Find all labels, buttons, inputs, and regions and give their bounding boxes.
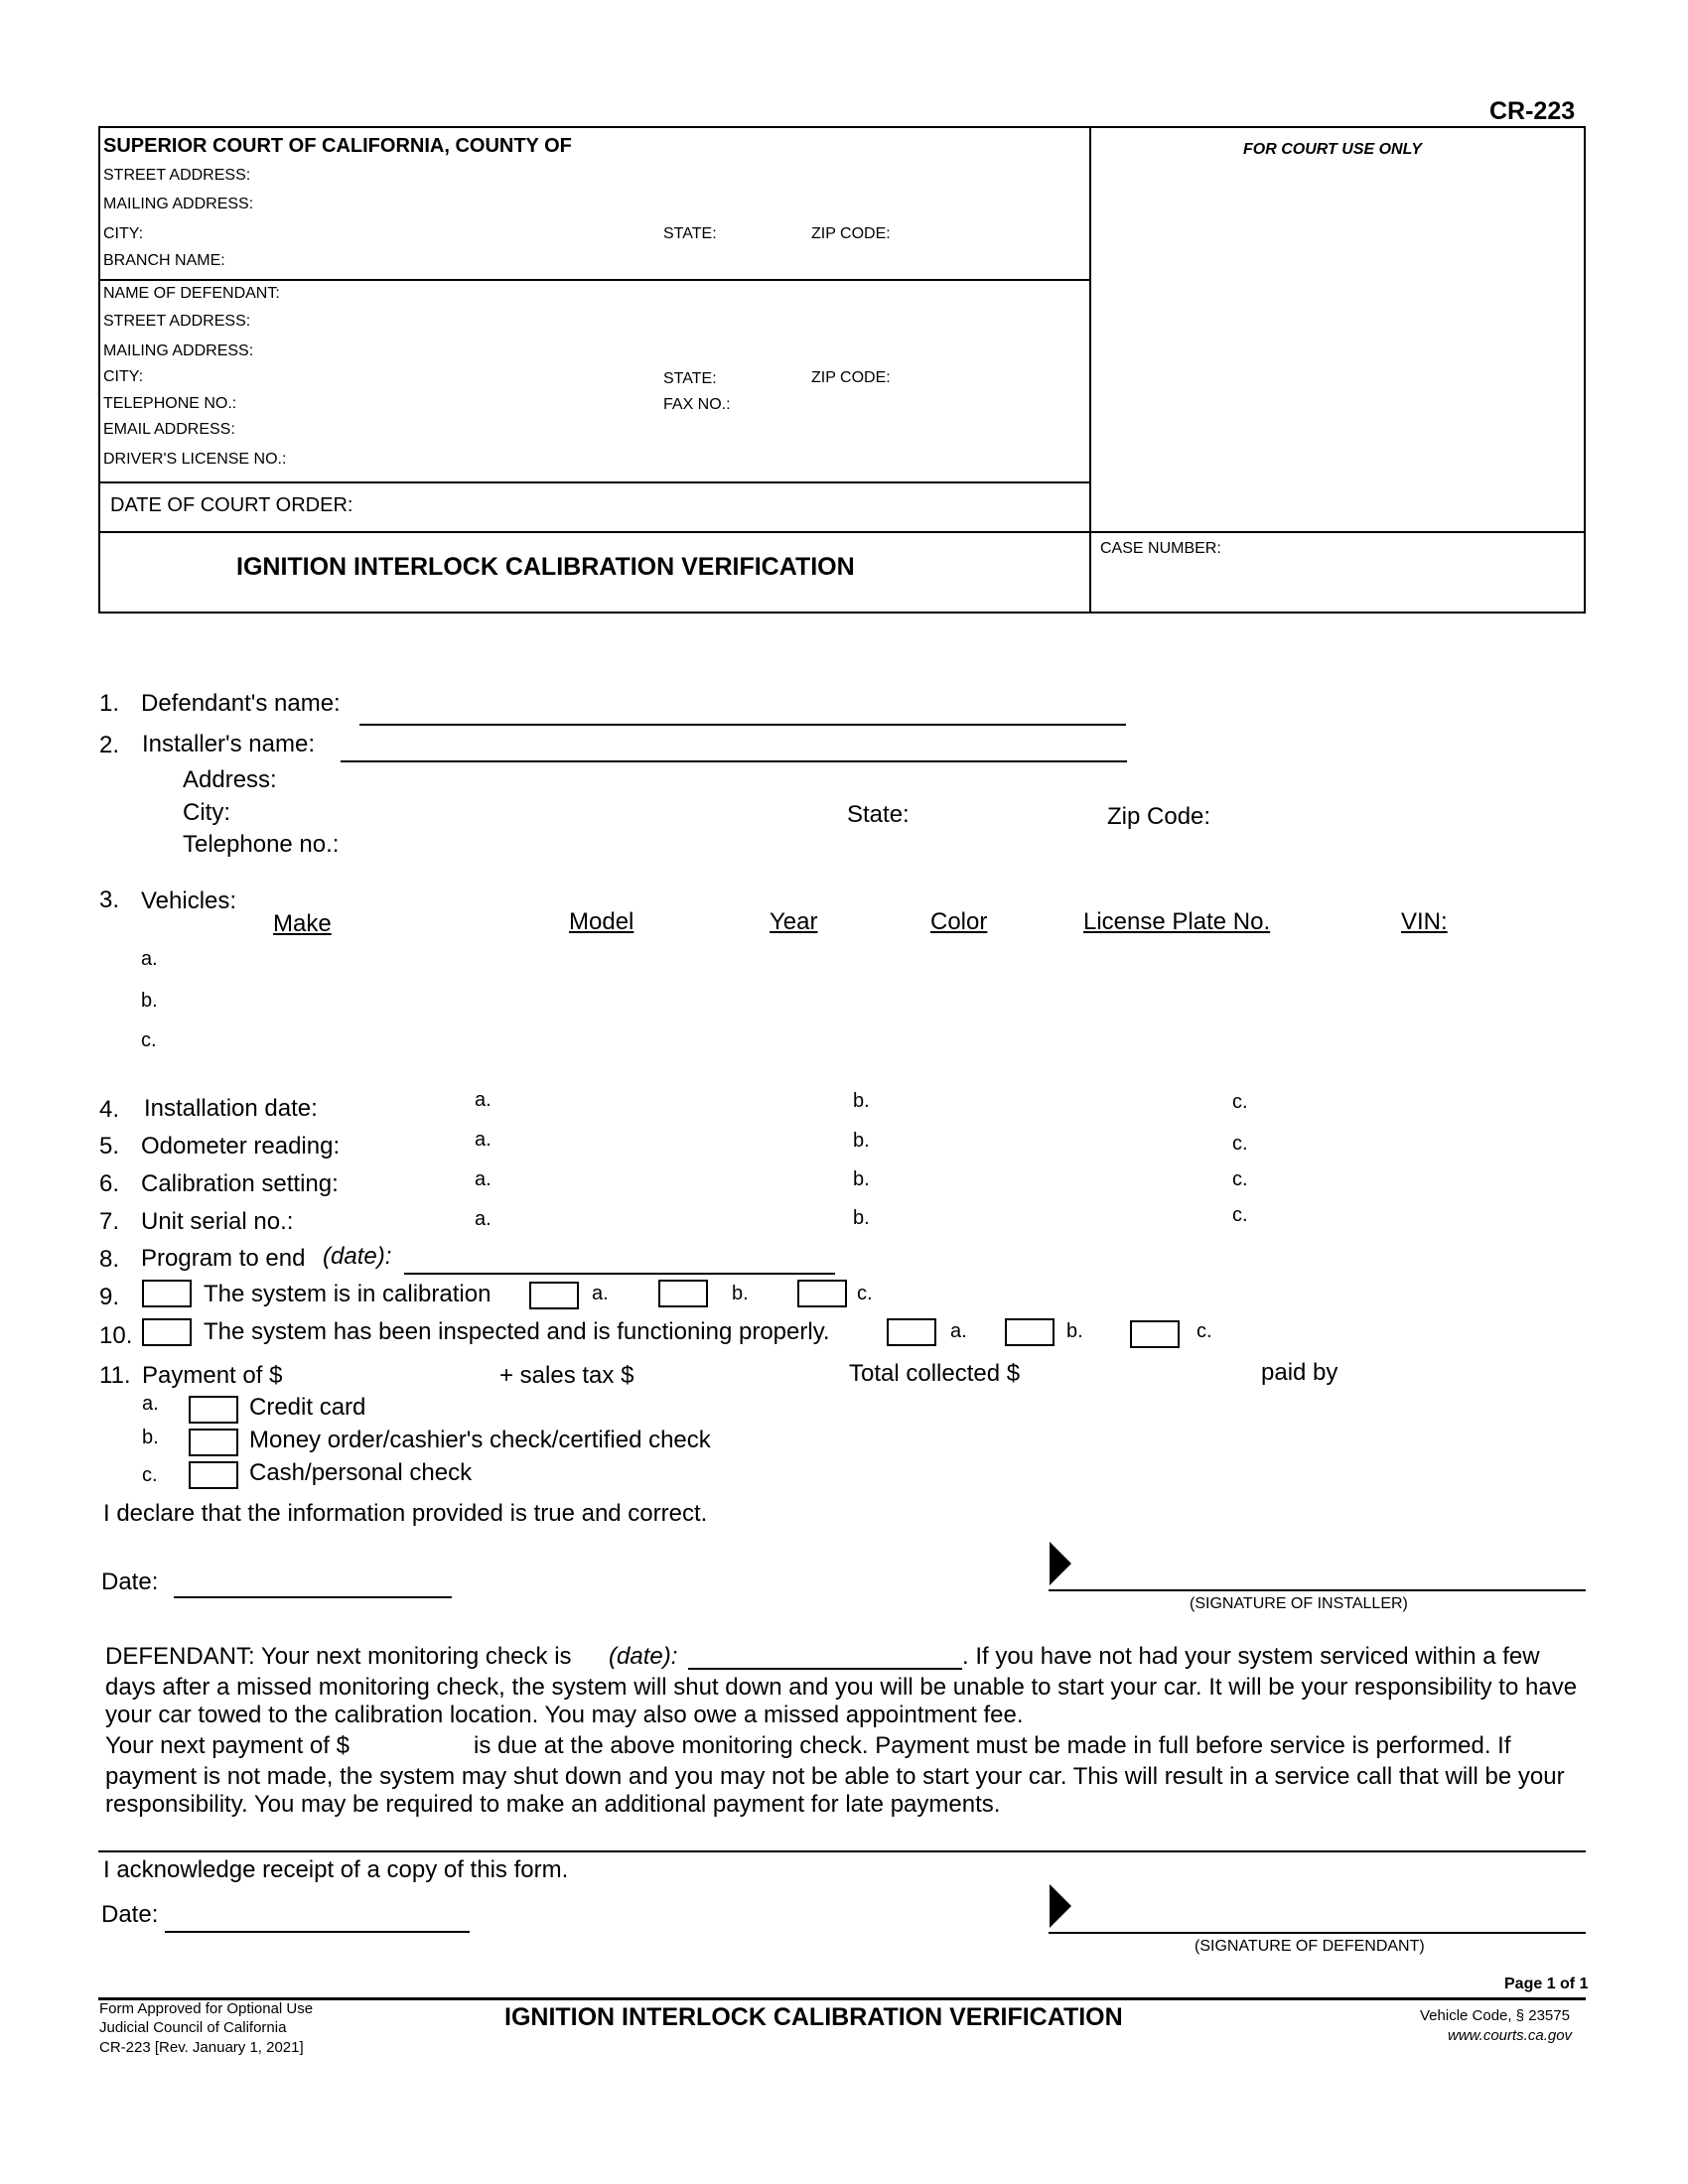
item5-label: Odometer reading:: [141, 1133, 341, 1160]
acknowledge-divider: [98, 1850, 1586, 1852]
col-plate: License Plate No.: [1083, 908, 1271, 935]
item7-a: a.: [475, 1208, 492, 1230]
notice-p1-rest: days after a missed monitoring check, the system will shut down and you will be unable to start your car. It will be your responsibility to have your car towed to the calibration location. You may also owe a missed appointment fee.: [105, 1674, 1578, 1728]
installer-signature-caption: (SIGNATURE OF INSTALLER): [1190, 1595, 1408, 1612]
defendant-fax-label: FAX NO.:: [663, 396, 731, 413]
program-end-date-field[interactable]: [404, 1249, 835, 1275]
date-of-order-label: DATE OF COURT ORDER:: [110, 494, 353, 516]
col-make: Make: [273, 910, 332, 937]
court-mailing-label: MAILING ADDRESS:: [103, 196, 254, 212]
pay-b-label: Money order/cashier's check/certified check: [249, 1427, 711, 1453]
defendant-signature-caption: (SIGNATURE OF DEFENDANT): [1195, 1938, 1425, 1955]
item9-label: The system is in calibration: [204, 1281, 492, 1307]
installer-date-label: Date:: [101, 1569, 159, 1595]
col-model: Model: [569, 908, 634, 935]
court-title: SUPERIOR COURT OF CALIFORNIA, COUNTY OF: [103, 135, 572, 157]
item4-number: 4.: [99, 1096, 120, 1123]
defendant-name-label: NAME OF DEFENDANT:: [103, 285, 280, 302]
defendant-section-divider: [98, 481, 1091, 483]
pay-b-letter: b.: [142, 1427, 159, 1448]
next-payment-amount-field[interactable]: [365, 1735, 467, 1761]
next-monitoring-date-field[interactable]: [688, 1644, 962, 1670]
pay-a-label: Credit card: [249, 1394, 366, 1421]
footer-title: IGNITION INTERLOCK CALIBRATION VERIFICATION: [504, 2003, 1123, 2031]
installer-city-label: City:: [183, 799, 230, 826]
item9-c: c.: [857, 1283, 873, 1304]
sales-tax-label: + sales tax $: [499, 1362, 634, 1389]
item7-label: Unit serial no.:: [141, 1208, 294, 1235]
item10-label: The system has been inspected and is functioning properly.: [204, 1318, 830, 1345]
notice-p2-start: Your next payment of $: [105, 1732, 350, 1759]
item9-b: b.: [732, 1283, 749, 1304]
item7-number: 7.: [99, 1208, 120, 1235]
inspected-b-checkbox[interactable]: [1005, 1318, 1055, 1346]
footer-left-3: CR-223 [Rev. January 1, 2021]: [99, 2039, 304, 2056]
page-number: Page 1 of 1: [1504, 1976, 1589, 1992]
footer-left-2: Judicial Council of California: [99, 2019, 287, 2036]
notice-p1-start: DEFENDANT: Your next monitoring check is: [105, 1643, 572, 1670]
money-order-checkbox[interactable]: [189, 1429, 238, 1456]
item4-a: a.: [475, 1089, 492, 1111]
case-number-label: CASE NUMBER:: [1100, 540, 1221, 557]
item4-label: Installation date:: [144, 1095, 318, 1122]
item3-number: 3.: [99, 887, 120, 913]
inspected-checkbox[interactable]: [142, 1318, 192, 1346]
item5-a: a.: [475, 1129, 492, 1151]
item8-number: 8.: [99, 1246, 120, 1273]
installer-zip-label: Zip Code:: [1107, 803, 1211, 830]
defendant-zip-label: ZIP CODE:: [811, 369, 891, 386]
defendant-city-label: CITY:: [103, 368, 144, 385]
credit-card-checkbox[interactable]: [189, 1396, 238, 1424]
notice-p1-date-label: (date):: [609, 1643, 678, 1670]
footer-rule: [98, 1997, 1586, 2000]
defendant-signature-field[interactable]: [1049, 1904, 1586, 1934]
defendant-phone-label: TELEPHONE NO.:: [103, 395, 237, 412]
footer-statute: Vehicle Code, § 23575: [1420, 2007, 1570, 2024]
installer-name-field[interactable]: [341, 737, 1127, 762]
court-use-label: FOR COURT USE ONLY: [1243, 141, 1422, 158]
item1-number: 1.: [99, 690, 120, 717]
item10-number: 10.: [99, 1322, 133, 1349]
pay-a-letter: a.: [142, 1393, 159, 1415]
item8-label: Program to end: [141, 1245, 306, 1272]
court-street-label: STREET ADDRESS:: [103, 167, 251, 184]
form-title: IGNITION INTERLOCK CALIBRATION VERIFICATION: [236, 553, 855, 581]
calibration-b-checkbox[interactable]: [658, 1280, 708, 1307]
header-divider: [1089, 126, 1091, 614]
item6-b: b.: [853, 1168, 870, 1190]
installer-address-label: Address:: [183, 766, 277, 793]
item7-b: b.: [853, 1207, 870, 1229]
pay-c-letter: c.: [142, 1464, 158, 1486]
court-state-label: STATE:: [663, 225, 717, 242]
form-id: CR-223: [1489, 97, 1576, 125]
installer-date-field[interactable]: [174, 1572, 452, 1598]
installer-state-label: State:: [847, 801, 910, 828]
total-collected-label: Total collected $: [849, 1360, 1021, 1387]
item10-a: a.: [950, 1320, 967, 1342]
item2-number: 2.: [99, 732, 120, 758]
court-section-divider: [98, 279, 1091, 281]
item5-b: b.: [853, 1130, 870, 1152]
item10-b: b.: [1066, 1320, 1083, 1342]
defendant-email-label: EMAIL ADDRESS:: [103, 421, 235, 438]
item2-label: Installer's name:: [142, 731, 315, 757]
col-year: Year: [770, 908, 818, 935]
notice-p2-mid: is due at the above monitoring check. Payment must be made in full before service is performed. If: [474, 1732, 1511, 1759]
item9-number: 9.: [99, 1284, 120, 1310]
defendant-date-label: Date:: [101, 1901, 159, 1928]
col-vin: VIN:: [1401, 908, 1448, 935]
installer-phone-label: Telephone no.:: [183, 831, 340, 858]
defendant-state-label: STATE:: [663, 370, 717, 387]
installer-signature-field[interactable]: [1049, 1562, 1586, 1591]
cash-checkbox[interactable]: [189, 1461, 238, 1489]
item4-c: c.: [1232, 1091, 1248, 1113]
court-zip-label: ZIP CODE:: [811, 225, 891, 242]
defendant-date-field[interactable]: [165, 1907, 470, 1933]
calibration-a-checkbox[interactable]: [529, 1282, 579, 1309]
item3-label: Vehicles:: [141, 887, 237, 914]
inspected-a-checkbox[interactable]: [887, 1318, 936, 1346]
court-city-label: CITY:: [103, 225, 144, 242]
item8-date-label: (date):: [323, 1243, 392, 1270]
pay-c-label: Cash/personal check: [249, 1459, 473, 1486]
court-branch-label: BRANCH NAME:: [103, 252, 225, 269]
col-color: Color: [930, 908, 988, 935]
defendant-license-label: DRIVER'S LICENSE NO.:: [103, 451, 287, 468]
defendant-name-field[interactable]: [359, 700, 1126, 726]
item9-a: a.: [592, 1283, 609, 1304]
item6-a: a.: [475, 1168, 492, 1190]
calibration-checkbox[interactable]: [142, 1280, 192, 1307]
item6-label: Calibration setting:: [141, 1170, 339, 1197]
item5-c: c.: [1232, 1133, 1248, 1155]
footer-website[interactable]: www.courts.ca.gov: [1448, 2027, 1573, 2044]
item10-c: c.: [1196, 1320, 1212, 1342]
paid-by-label: paid by: [1261, 1359, 1338, 1386]
item1-label: Defendant's name:: [141, 690, 341, 717]
vehicle-row-c: c.: [141, 1029, 157, 1051]
acknowledge-text: I acknowledge receipt of a copy of this form.: [103, 1856, 569, 1883]
vehicle-row-a: a.: [141, 948, 158, 970]
declaration-text: I declare that the information provided is true and correct.: [103, 1500, 708, 1527]
item11-number: 11.: [99, 1362, 131, 1389]
notice-p2-rest: payment is not made, the system may shut down and you may not be able to start your car. This will result in a service call that will be your responsibility. You may be required to make an additional payment for late payments.: [105, 1763, 1565, 1818]
order-date-divider: [98, 531, 1586, 533]
item11-label: Payment of $: [142, 1362, 283, 1389]
defendant-street-label: STREET ADDRESS:: [103, 313, 251, 330]
footer-left-1: Form Approved for Optional Use: [99, 2000, 314, 2017]
item7-c: c.: [1232, 1204, 1248, 1226]
vehicle-row-b: b.: [141, 990, 158, 1012]
item5-number: 5.: [99, 1133, 120, 1160]
notice-p1-end: . If you have not had your system serviced within a few: [962, 1643, 1540, 1670]
defendant-mailing-label: MAILING ADDRESS:: [103, 342, 254, 359]
item6-number: 6.: [99, 1170, 120, 1197]
inspected-c-checkbox[interactable]: [1130, 1320, 1180, 1348]
item6-c: c.: [1232, 1168, 1248, 1190]
calibration-c-checkbox[interactable]: [797, 1280, 847, 1307]
item4-b: b.: [853, 1090, 870, 1112]
